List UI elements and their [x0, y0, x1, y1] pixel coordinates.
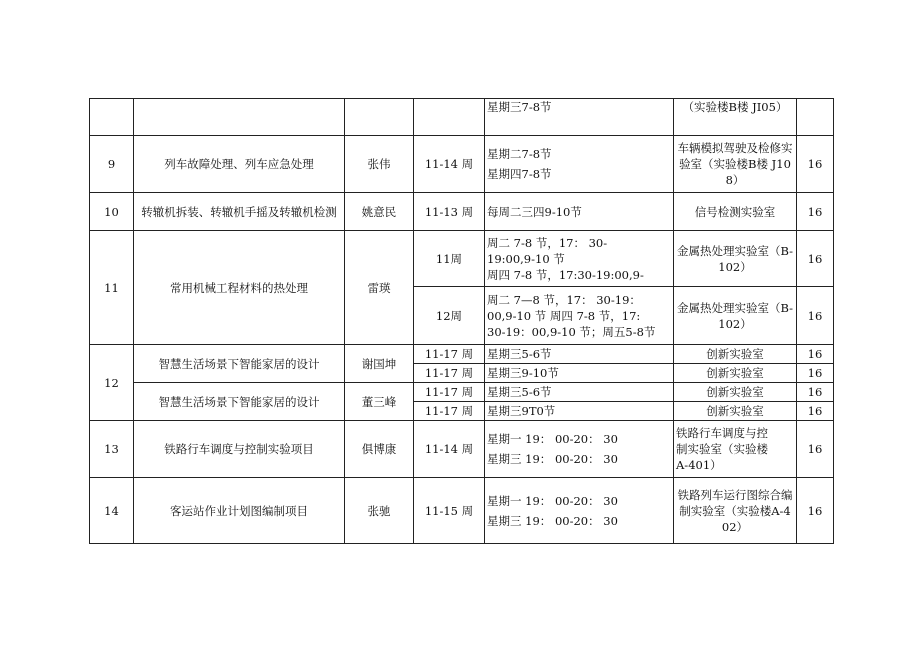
room-cell: 金属热处理实验室（B-102）: [674, 231, 797, 287]
project-cell: 铁路行车调度与控制实验项目: [134, 421, 345, 478]
room-cell: 创新实验室: [674, 402, 797, 421]
time-cell: 星期一 19： 00-20： 30 星期三 19： 00-20： 30: [485, 478, 674, 544]
time-cell: 星期三7-8节: [485, 99, 674, 136]
project-cell: [134, 99, 345, 136]
room-cell: 金属热处理实验室（B-102）: [674, 287, 797, 345]
table-row: [90, 345, 834, 364]
table-row: [90, 99, 834, 136]
table-row: [90, 383, 834, 402]
hours-cell: 16: [797, 193, 834, 231]
hours-cell: 16: [797, 478, 834, 544]
time-cell: 星期三9-10节: [485, 364, 674, 383]
table-row: [90, 231, 834, 287]
room-cell: （实验楼B楼 JI05）: [674, 99, 797, 136]
hours-cell: [797, 99, 834, 136]
time-cell: 每周二三四9-10节: [485, 193, 674, 231]
number-cell: 10: [90, 193, 134, 231]
teacher-cell: 张驰: [345, 478, 414, 544]
teacher-cell: 俱博康: [345, 421, 414, 478]
teacher-cell: 谢国坤: [345, 345, 414, 383]
week-cell: 11-17 周: [414, 345, 485, 364]
table-row: [90, 478, 834, 544]
number-cell: 14: [90, 478, 134, 544]
time-cell: 星期三5-6节: [485, 345, 674, 364]
number-cell: 13: [90, 421, 134, 478]
teacher-cell: 姚意民: [345, 193, 414, 231]
number-cell: 12: [90, 345, 134, 421]
time-cell: 星期三5-6节: [485, 383, 674, 402]
time-cell: 星期二7-8节 星期四7-8节: [485, 136, 674, 193]
project-cell: 常用机械工程材料的热处理: [134, 231, 345, 345]
room-cell: 铁路列车运行图综合编制实验室（实验楼A-402）: [674, 478, 797, 544]
hours-cell: 16: [797, 231, 834, 287]
room-cell: 创新实验室: [674, 345, 797, 364]
teacher-cell: [345, 99, 414, 136]
week-cell: 11周: [414, 231, 485, 287]
week-cell: 11-14 周: [414, 421, 485, 478]
time-cell: 周二 7-8 节，17： 30- 19:00,9-10 节 周四 7-8 节，17:30-19:00,9-: [485, 231, 674, 287]
week-cell: [414, 99, 485, 136]
table-row: [90, 136, 834, 193]
hours-cell: 16: [797, 136, 834, 193]
room-cell: 创新实验室: [674, 383, 797, 402]
week-cell: 11-15 周: [414, 478, 485, 544]
project-cell: 客运站作业计划图编制项目: [134, 478, 345, 544]
week-cell: 11-17 周: [414, 364, 485, 383]
number-cell: 11: [90, 231, 134, 345]
project-cell: 智慧生活场景下智能家居的设计: [134, 383, 345, 421]
teacher-cell: 张伟: [345, 136, 414, 193]
time-cell: 星期一 19： 00-20： 30 星期三 19： 00-20： 30: [485, 421, 674, 478]
hours-cell: 16: [797, 287, 834, 345]
teacher-cell: 雷瑛: [345, 231, 414, 345]
week-cell: 11-17 周: [414, 383, 485, 402]
hours-cell: 16: [797, 421, 834, 478]
hours-cell: 16: [797, 402, 834, 421]
project-cell: 智慧生活场景下智能家居的设计: [134, 345, 345, 383]
room-cell: 信号检测实验室: [674, 193, 797, 231]
week-cell: 11-13 周: [414, 193, 485, 231]
hours-cell: 16: [797, 364, 834, 383]
hours-cell: 16: [797, 345, 834, 364]
number-cell: [90, 99, 134, 136]
week-cell: 11-14 周: [414, 136, 485, 193]
number-cell: 9: [90, 136, 134, 193]
hours-cell: 16: [797, 383, 834, 402]
project-cell: 列车故障处理、列车应急处理: [134, 136, 345, 193]
room-cell: 车辆模拟驾驶及检修实验室（实验楼B楼 J108）: [674, 136, 797, 193]
room-cell: 铁路行车调度与控 制实验室（实验楼 A-401）: [674, 421, 797, 478]
week-cell: 12周: [414, 287, 485, 345]
table-row: [90, 193, 834, 231]
project-cell: 转辙机拆装、转辙机手摇及转辙机检测: [134, 193, 345, 231]
schedule-table: [89, 98, 834, 544]
time-cell: 星期三9T0节: [485, 402, 674, 421]
room-cell: 创新实验室: [674, 364, 797, 383]
teacher-cell: 董三峰: [345, 383, 414, 421]
time-cell: 周二 7—8 节，17： 30-19： 00,9-10 节 周四 7-8 节，17: 30-19：00,9-10 节；周五5-8节: [485, 287, 674, 345]
table-row: [90, 421, 834, 478]
week-cell: 11-17 周: [414, 402, 485, 421]
